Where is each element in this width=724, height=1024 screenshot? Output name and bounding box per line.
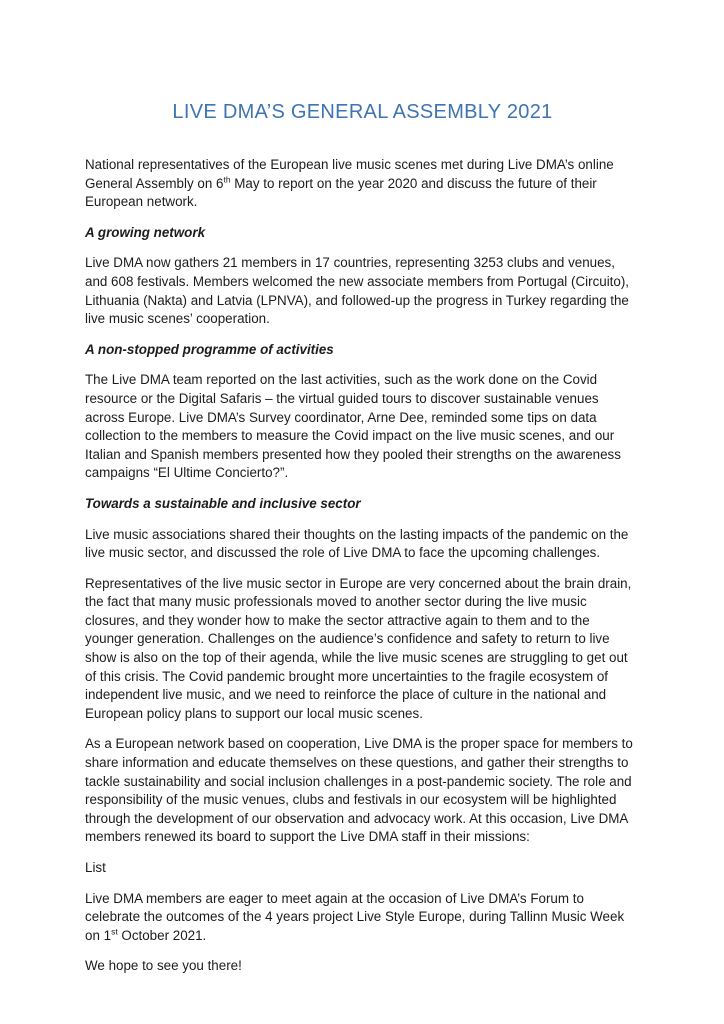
superscript-text: st (111, 926, 118, 937)
text-run: October 2021. (117, 927, 207, 943)
text-run: May to report on the year 2020 and discuss the future of their European network. (85, 175, 597, 210)
text-run: We hope to see you there! (85, 958, 242, 974)
document-body (85, 156, 640, 976)
paragraph (85, 890, 640, 946)
text-run: The Live DMA team reported on the last activities, such as the work done on the Covid resource or the Digital Safaris – the virtual guided tours to discover sustainable venues across Europe. Live DMA’s Survey coordinator, Arne Dee, reminded some tips on data collection to the members to measure the Covid impact on the live music scenes, and our Italian and Spanish members presented how they pooled their strengths on the awareness campaigns “El Ultime Concierto?”. (85, 372, 621, 481)
text-run: Live music associations shared their thoughts on the lasting impacts of the pandemic on the live music sector, and discussed the role of Live DMA to face the upcoming challenges. (85, 526, 629, 561)
text-run: A growing network (85, 224, 206, 240)
text-run: List (85, 860, 106, 875)
text-run: As a European network based on cooperation, Live DMA is the proper space for members to share information and educate themselves on these questions, and gather their strengths to tackle sustainability and social inclusion challenges in a post-pandemic society. The role and responsibility of the music venues, clubs and festivals in our ecosystem will be highlighted through the development of our observation and advocacy work. At this occasion, Live DMA members renewed its board to support the Live DMA staff in their missions: (85, 736, 633, 845)
section-heading (85, 341, 640, 360)
paragraph (85, 156, 640, 212)
paragraph (85, 957, 640, 976)
section-heading (85, 224, 640, 243)
text-run: National representatives of the European live music scenes met during Live DMA’s online General Assembly on 6 (85, 157, 614, 191)
paragraph (85, 735, 640, 847)
paragraph (85, 859, 640, 878)
paragraph (85, 526, 640, 563)
text-run: Live DMA now gathers 21 members in 17 countries, representing 3253 clubs and venues, and 608 festivals. Members welcomed the new associate members from Portugal (Circuito), Lithuania (Nakta) and Latvia (LPNVA), and followed-up the progress in Turkey regarding the live music scenes’ cooperation. (85, 255, 630, 327)
document-title: LIVE DMA’S GENERAL ASSEMBLY 2021 (172, 101, 553, 123)
paragraph (85, 371, 640, 483)
paragraph (85, 254, 640, 328)
text-run: Towards a sustainable and inclusive sector (85, 495, 361, 511)
paragraph (85, 575, 640, 724)
section-heading (85, 495, 640, 514)
text-run: A non-stopped programme of activities (85, 341, 334, 357)
superscript-text: th (223, 174, 231, 185)
text-run: Live DMA members are eager to meet again at the occasion of Live DMA’s Forum to celebrate the outcomes of the 4 years project Live Style Europe, during Tallinn Music Week on 1 (85, 890, 625, 943)
text-run: Representatives of the live music sector in Europe are very concerned about the brain drain, the fact that many music professionals moved to another sector during the live music closures, and they wonder how to make the sector attractive again to them and to the younger generation. Challenges on the audience’s confidence and safety to return to live show is also on the top of their agenda, while the live music scenes are struggling to get out of this crisis. The Covid pandemic brought more uncertainties to the fragile ecosystem of independent live music, and we need to reinforce the place of culture in the national and European policy plans to support our local music scenes. (85, 575, 632, 721)
